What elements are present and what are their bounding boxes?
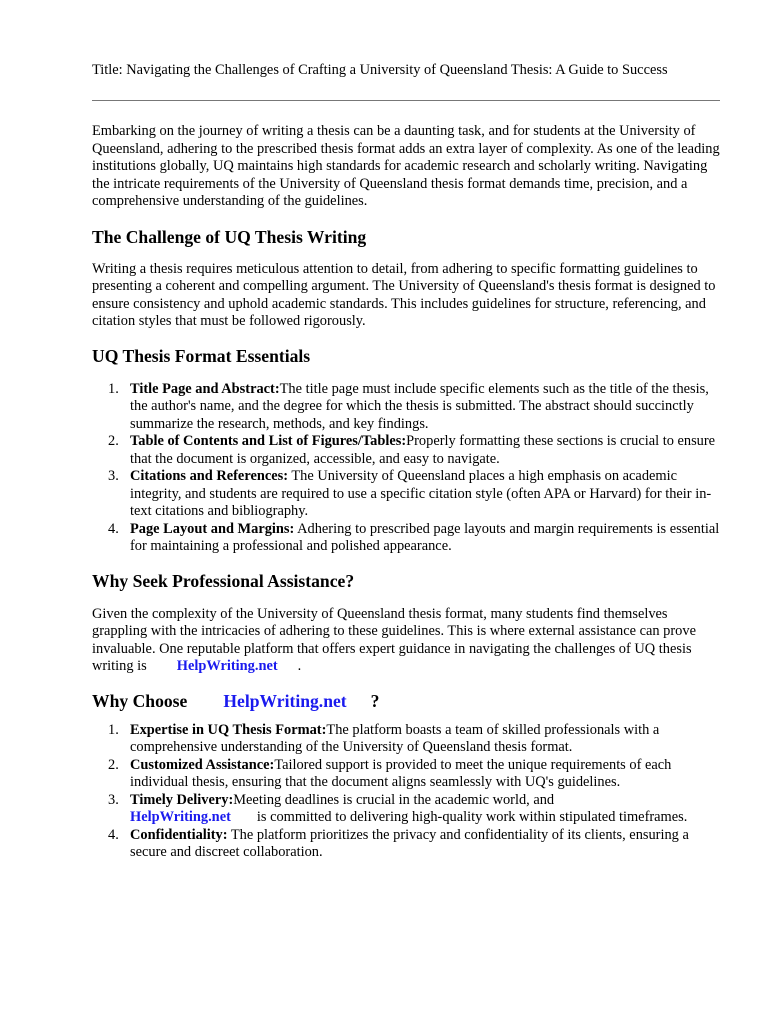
list-number: 4. — [108, 826, 119, 843]
list-number: 4. — [108, 520, 119, 537]
list-number: 1. — [108, 380, 119, 397]
list-item-label: Expertise in UQ Thesis Format: — [130, 721, 327, 738]
list-item — [92, 722, 722, 757]
list-item-label: Citations and References: — [130, 468, 289, 484]
list-number: 1. — [108, 721, 119, 738]
document-title: Title: Navigating the Challenges of Crafting a University of Queensland Thesis: A Guide to Success — [92, 62, 668, 78]
heading-suffix: ? — [370, 690, 380, 711]
list-item-text: Adhering to prescribed page layouts and margin requirements is essential for maintaining a professional and polished appearance. — [130, 520, 720, 554]
list-number: 2. — [108, 433, 119, 449]
list-item-label: Customized Assistance: — [130, 756, 275, 773]
why-seek-paragraph — [92, 606, 722, 676]
list-item — [92, 792, 722, 827]
helpwriting-list-link[interactable]: HelpWriting.net — [130, 809, 231, 825]
list-item-label: Timely Delivery: — [130, 791, 234, 808]
heading-helpwriting-link[interactable]: HelpWriting.net — [223, 690, 347, 711]
intro-paragraph: Embarking on the journey of writing a thesis can be a daunting task, and for students at the University of Queensland, adhering to the prescribed thesis format adds an extra layer of complexity. As one of the leading institutions globally, UQ maintains high standards for academic research and scholarly writing. Navigating the intricate requirements of the University of Queensland thesis format demands time, precision, and a comprehensive understanding of the guidelines. — [92, 123, 720, 209]
essentials-list — [92, 381, 722, 556]
heading-challenge: The Challenge of UQ Thesis Writing — [92, 226, 367, 247]
list-item — [92, 381, 722, 434]
helpwriting-link[interactable]: HelpWriting.net — [176, 658, 278, 674]
list-item-text: The platform boasts a team of skilled professionals with a comprehensive understanding of the University of Queensland thesis format. — [130, 721, 660, 755]
heading-essentials: UQ Thesis Format Essentials — [92, 345, 311, 366]
list-item-text: Tailored support is provided to meet the unique requirements of each individual thesis, ensuring that the document aligns seamlessly with UQ's guidelines. — [130, 756, 672, 790]
list-item — [92, 827, 722, 862]
list-item-text: Properly formatting these sections is crucial to ensure that the document is organized, accessible, and easy to navigate. — [130, 433, 716, 467]
why-seek-end: . — [297, 658, 302, 674]
list-item — [92, 433, 722, 468]
why-choose-list — [92, 722, 722, 862]
list-item-label: Table of Contents and List of Figures/Tables: — [130, 433, 407, 449]
document-body — [92, 123, 722, 862]
heading-why-seek: Why Seek Professional Assistance? — [92, 570, 355, 591]
list-item — [92, 757, 722, 792]
heading-prefix: Why Choose — [92, 690, 188, 711]
why-seek-text: Given the complexity of the University of Queensland thesis format, many students find themselves grappling with the intricacies of adhering to these guidelines. This is where external assistance can prove invaluable. One reputable platform that offers expert guidance in navigating the challenges of UQ thesis writing is — [92, 605, 696, 674]
list-item-label: Title Page and Abstract: — [130, 380, 280, 397]
list-item-label: Confidentiality: — [130, 826, 228, 843]
list-item-text: Meeting deadlines is crucial in the academic world, and — [233, 791, 555, 808]
list-item-text: The title page must include specific elements such as the title of the thesis, the author's name, and the degree for which the thesis is submitted. The abstract should succinctly summarize the research, methods, and key findings. — [130, 380, 709, 432]
list-item-label: Page Layout and Margins: — [130, 520, 295, 537]
list-item-text: The University of Queensland places a high emphasis on academic integrity, and students are required to use a specific citation style (often APA or Harvard) for their in-text citations and bibliography. — [130, 468, 712, 519]
list-item-text-after: is committed to delivering high-quality work within stipulated timeframes. — [256, 809, 688, 825]
heading-why-choose — [92, 690, 722, 712]
challenge-paragraph: Writing a thesis requires meticulous attention to detail, from adhering to specific formatting guidelines to presenting a coherent and compelling argument. The University of Queensland's thesis format is designed to ensure consistency and uphold academic standards. This includes guidelines for structure, referencing, and citation styles that must be followed rigorously. — [92, 260, 716, 329]
list-number: 3. — [108, 791, 119, 808]
list-number: 3. — [108, 468, 119, 484]
list-number: 2. — [108, 756, 119, 773]
list-item — [92, 468, 722, 521]
list-item-text: The platform prioritizes the privacy and confidentiality of its clients, ensuring a secure and discreet collaboration. — [130, 826, 689, 860]
list-item — [92, 521, 722, 556]
title-divider — [92, 100, 720, 101]
